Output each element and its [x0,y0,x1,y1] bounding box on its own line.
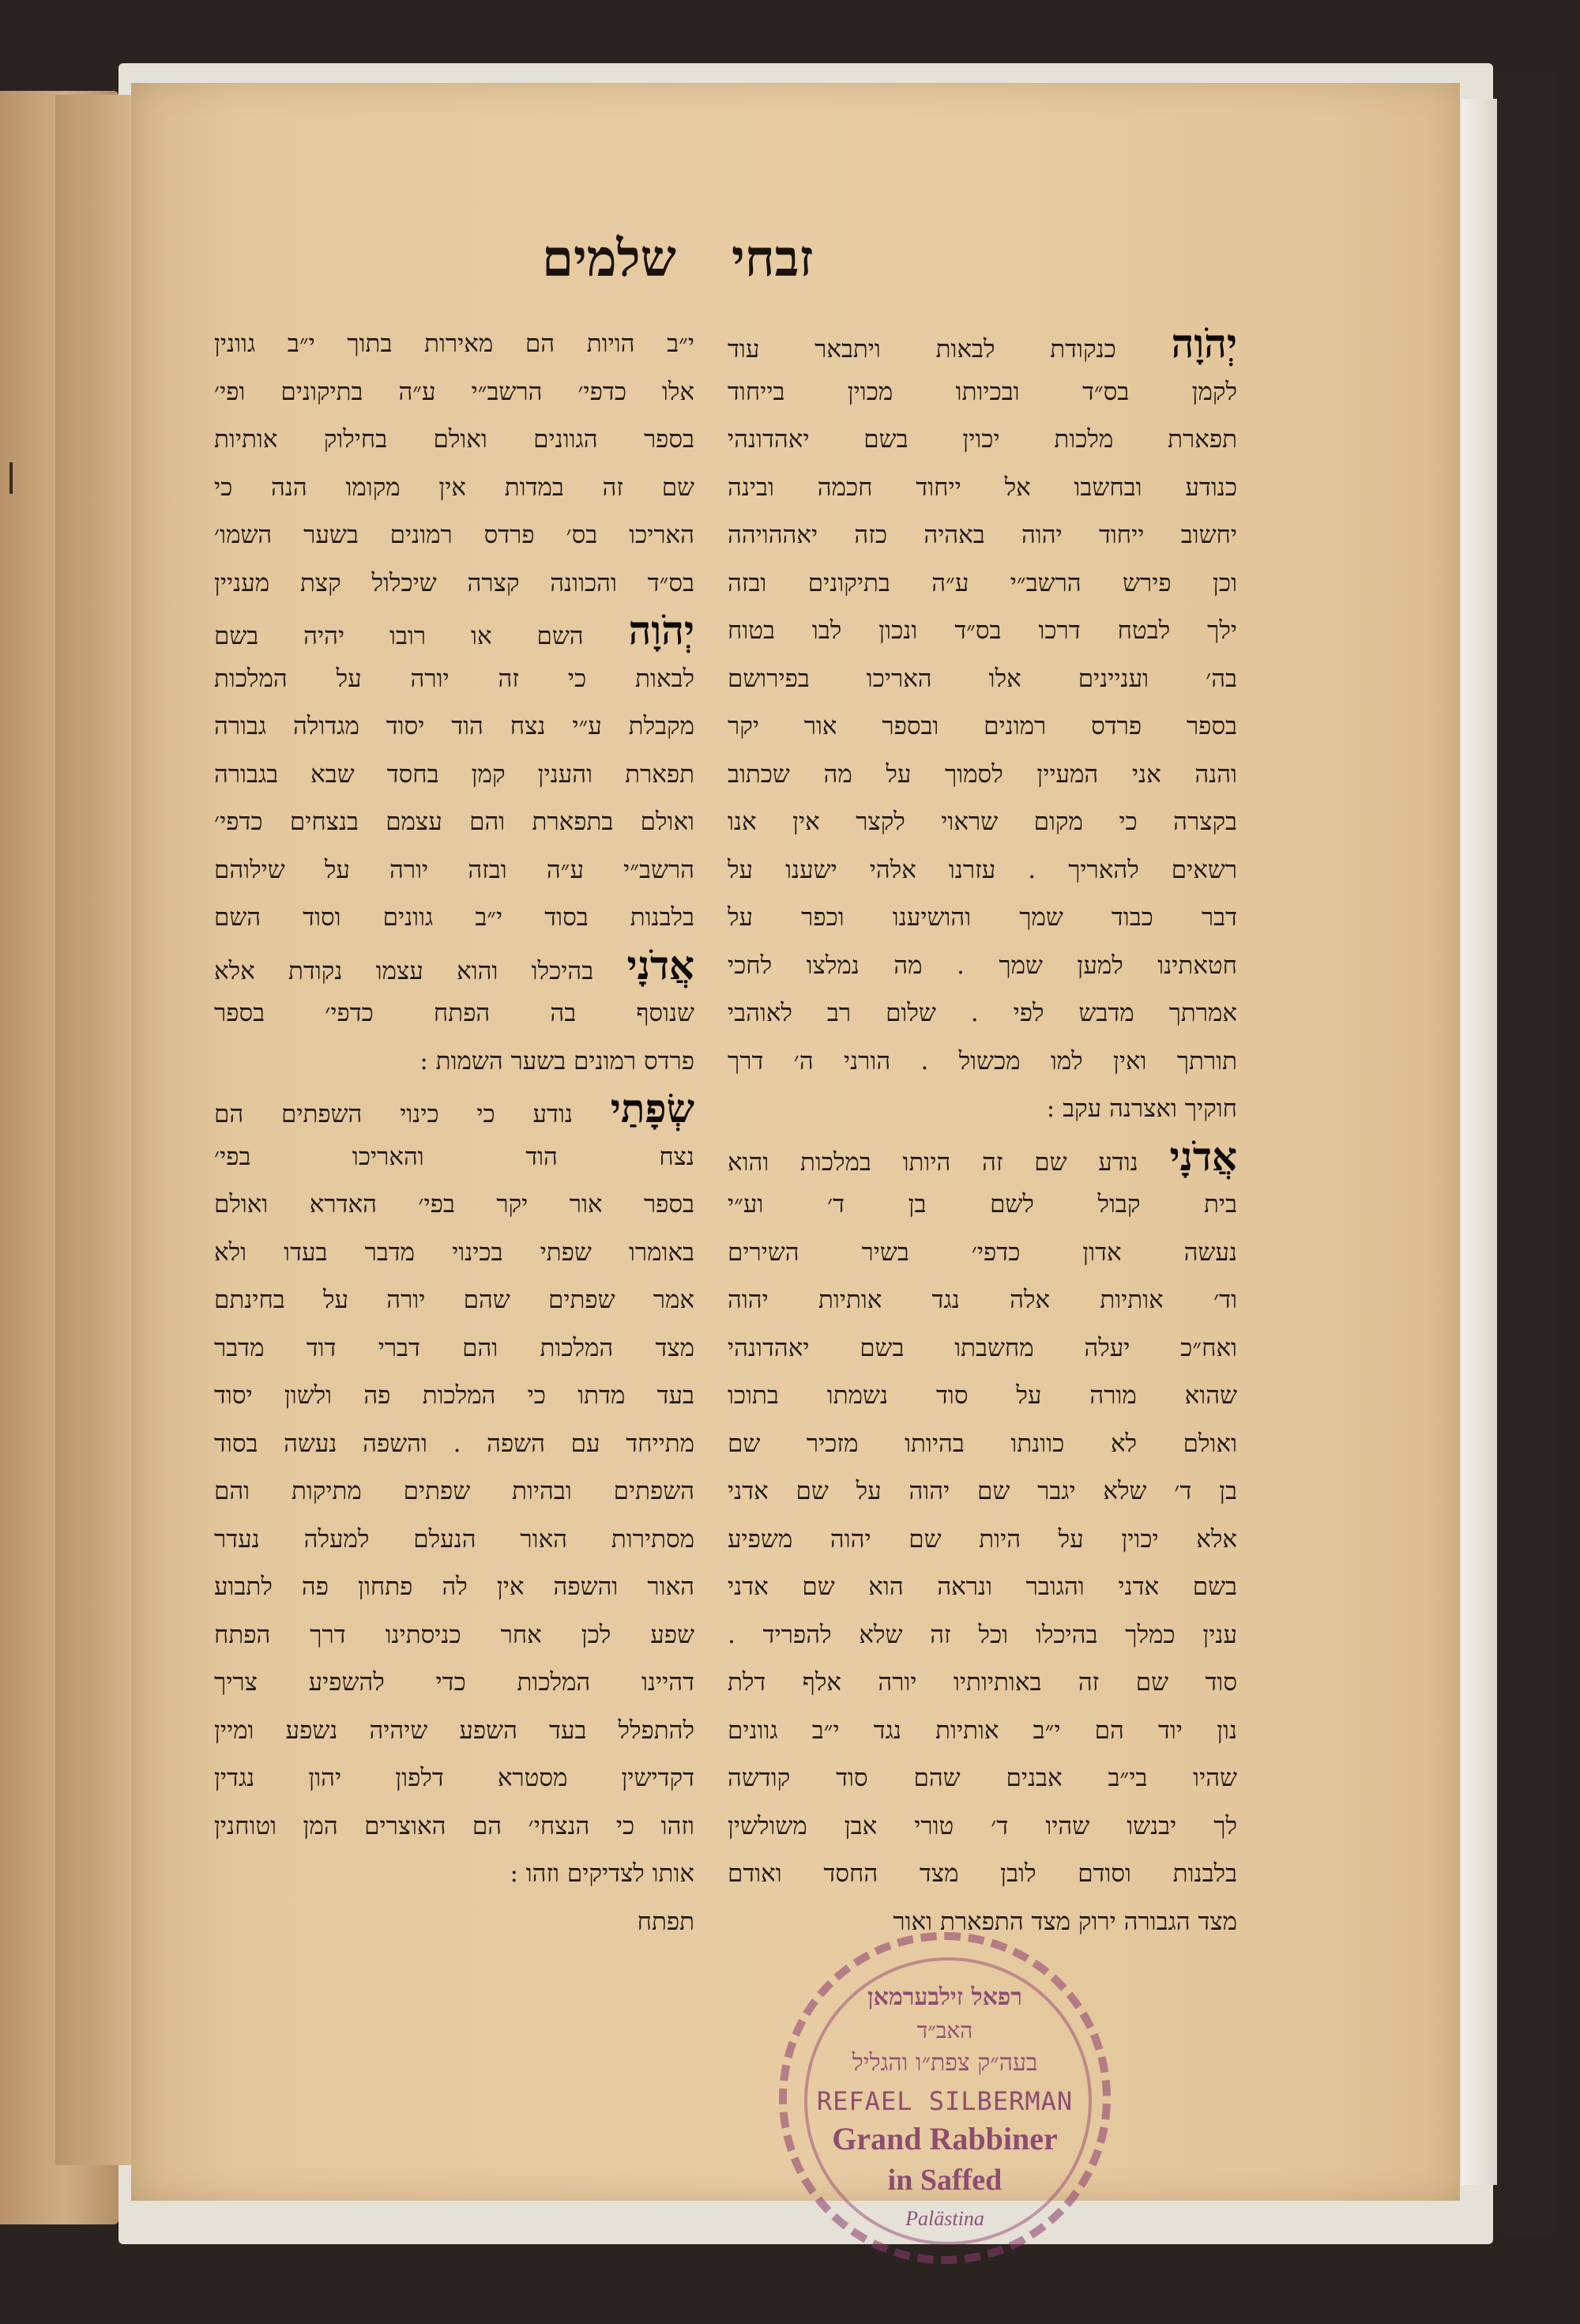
text-line [728,798,1237,846]
line-text: ואולם בתפארת והם עצמם בנצחים כדפי׳ [214,808,694,836]
line-text: חטאתינו למען שמך . מה נמלצו לחכי [728,951,1237,980]
text-line [214,1133,694,1181]
text-line [214,511,694,559]
line-text: סוד שם זה באותיותיו יורה אלף דלת [728,1668,1237,1697]
text-line [728,1563,1237,1611]
text-line [728,1707,1237,1755]
text-line [214,942,694,990]
line-text: בס״ד והכוונה קצרה שיכלול קצת מעניין [214,568,694,597]
stamp-latin-name: REFAEL SILBERMAN [816,2086,1074,2116]
text-line [728,320,1237,368]
stamp-hebrew-city: בעה״ק צפת״ו והגליל [852,2049,1038,2077]
text-line [728,751,1237,799]
text-line [214,1467,694,1516]
line-text: בספר הגוונים ואולם בחילוק אותיות [214,425,694,454]
line-text: כנודע ובחשבו אל ייחוד חכמה ובינה [728,473,1237,502]
text-line [214,989,694,1038]
back-cover-edge [1499,71,1556,2236]
text-line [214,1038,694,1086]
text-line [214,1898,694,1946]
line-text: האור והשפה אין לה פתחון פה לתבוע [214,1573,694,1601]
text-line [728,655,1237,703]
text-line [728,1133,1237,1181]
text-line [728,1659,1237,1707]
line-text: דהיינו המלכות כדי להשפיע צריך [214,1668,694,1697]
lead-word: אֲדֹנָי [626,941,694,989]
text-line [214,1659,694,1707]
text-line [728,702,1237,751]
running-head-right-word: זבחי [732,229,814,288]
line-text: פרדס רמונים בשער השמות : [419,1046,694,1075]
line-text: בהיכלו והוא עצמו נקודת אלא [214,956,594,985]
text-line [214,894,694,942]
rabbinical-stamp [779,1932,1111,2264]
lead-word: יְהֹוָה [628,607,694,654]
stamp-hebrew-title: האב״ד [916,2017,973,2043]
line-text: בלבנות וסודם לובן מצד החסד ואודם [728,1859,1237,1888]
text-line [728,1038,1237,1086]
line-text: בן ד׳ שלא יגבר שם יהוה על שם אדני [728,1477,1237,1505]
text-line [728,1420,1237,1468]
line-text: שנוסף בה הפתח כדפי׳ בספר [214,999,694,1027]
text-line [728,1754,1237,1802]
text-line [214,1181,694,1229]
text-line [728,894,1237,942]
line-text: ואולם לא כוונתו בהיותו מזכיר שם [728,1429,1237,1458]
line-text: בספר אור יקר בפי׳ האדרא ואולם [214,1190,694,1218]
line-text: נודע שם זה היותו במלכות והוא [728,1147,1138,1177]
line-text: הרשב״י ע״ה ובזה יורה על שילוהם [214,855,694,884]
text-line [214,846,694,895]
text-line [214,798,694,846]
text-line [214,1802,694,1851]
text-line [728,942,1237,990]
line-text: יחשוב ייחוד יהוה באהיה כזה יאההויהה [728,521,1237,549]
line-text: השפתים ובהיות שפתים מתיקות והם [214,1477,694,1505]
line-text: נצח הוד והאריכו בפי׳ [214,1142,694,1171]
stamp-latin-title: Grand Rabbiner [832,2121,1058,2156]
text-line [728,1516,1237,1564]
line-text: באומרו שפתי בכינוי מדבר בעדו ולא [214,1237,694,1267]
text-line [728,464,1237,512]
line-text: בה׳ ועניינים אלו האריכו בפירושם [728,664,1237,693]
line-text: מתייחד עם השפה . והשפה נעשה בסוד [214,1429,694,1458]
text-line [728,846,1237,895]
line-text: שהוא מורה על סוד נשמתו בתוכו [728,1381,1237,1410]
text-line [214,1611,694,1659]
line-text: בלבנות בסוד י״ב גוונים וסוד השם [214,903,694,932]
line-text: כנקודת לבאות ויתבאר עוד [728,335,1116,363]
book-page [131,83,1460,2230]
text-line [214,416,694,464]
line-text: בשם אדני והגובר ונראה הוא שם אדני [728,1573,1237,1601]
line-text: מצד הגבורה ירוק מצד התפארת ואור [893,1907,1237,1936]
text-line [728,1467,1237,1516]
line-text: בעד מדתו כי המלכות פה ולשון יסוד [214,1381,694,1410]
text-line [214,1563,694,1611]
text-line [214,1324,694,1373]
text-line [214,320,694,368]
line-text: אלא יכוין על היות שם יהוה משפיע [728,1524,1237,1554]
text-line [214,368,694,416]
book-spine-gutter [55,95,131,2165]
text-line [214,751,694,799]
line-text: לך יבנשו שהיו ד׳ טורי אבן משולשין [728,1811,1237,1840]
line-text: מסתירות האור הנעלם למעלה נעדר [214,1524,694,1554]
line-text: בית קבול לשם בן ד׳ וע״י [728,1190,1237,1218]
line-text: ענין כמלך בהיכלו וכל זה שלא להפריד . [728,1620,1237,1649]
line-text: נעשה אדון כדפי׳ בשיר השירים [728,1237,1237,1267]
line-text: אמר שפתים שהם יורה על בחינתם [214,1286,694,1314]
text-line [214,1229,694,1277]
text-line [728,368,1237,416]
text-line [214,1276,694,1324]
text-line [214,655,694,703]
text-line [728,607,1237,655]
text-line [214,1085,694,1133]
text-column-right [728,320,1237,1945]
line-text: והנה אני המעיין לסמוך על מה שכתוב [728,759,1237,789]
running-head [131,229,1460,316]
line-text: השם או רובו יהיה בשם [214,622,584,650]
line-text: נודע כי כינוי השפתים הם [214,1100,573,1128]
line-text: לבאות כי זה יורה על המלכות [214,664,694,693]
text-line [728,1372,1237,1420]
line-text: מצד המלכות והם דברי דוד מדבר [214,1333,694,1362]
text-column-left [214,320,694,1945]
line-text: ילך לבטח דרכו בס״ד ונכון לבו בטוח [728,616,1237,645]
text-line [214,607,694,655]
line-text: חוקיך ואצרנה עקב : [1046,1094,1237,1123]
line-text: וד׳ אותיות אלה נגד אותיות יהוה [728,1286,1237,1314]
text-line [728,1181,1237,1229]
line-text: וזהו כי הנצחי׳ הם האוצרים המן וטוחנין [214,1811,694,1840]
line-text: שם זה במדות אין מקומו הנה כי [214,473,694,502]
line-text: י״ב הויות הם מאירות בתוך י״ב גוונין [214,330,694,358]
line-text: תפארת והענין קמן בחסד שבא בגבורה [214,759,694,789]
stamp-latin-city: in Saffed [887,2164,1003,2197]
line-text: להתפלל בעד השפע שיהיה נשפע ומיין [214,1716,694,1745]
text-line [728,416,1237,464]
line-text: אלו כדפי׳ הרשב״י ע״ה בתיקונים ופי׳ [214,377,694,406]
line-text: אותו לצדיקים וזהו : [510,1859,694,1888]
text-line [214,1754,694,1802]
text-line [728,989,1237,1038]
lead-word: יְהֹוָה [1171,320,1237,367]
text-line [214,464,694,512]
line-text: מקבלת ע״י נצח הוד יסוד מגדולה גבורה [214,712,694,740]
line-text: דבר כבוד שמך והושיענו וכפר על [728,903,1237,932]
text-line [214,1420,694,1468]
text-line [214,1372,694,1420]
text-line [214,1707,694,1755]
running-head-left-word: שלמים [542,229,676,288]
stamp-hebrew-name: רפאל זילבערמאן [867,1983,1022,2011]
line-text: בקצרה כי מקום שראוי לקצר אין אנו [728,808,1237,836]
line-text: לקמן בס״ד ובכיותו מכוין בייחוד [728,377,1237,406]
line-text: שהיו בי״ב אבנים שהם סוד קודשה [728,1764,1237,1792]
line-text: תפתח [637,1907,694,1936]
line-text: נון יוד הם י״ב אותיות נגד י״ב גוונים [728,1716,1237,1745]
text-line [728,559,1237,608]
text-line [728,511,1237,559]
line-text: שפע לכן אחר כניסתינו דרך הפתח [214,1620,694,1649]
text-line [728,1085,1237,1133]
text-line [728,1611,1237,1659]
line-text: ואח״כ יעלה מחשבתו בשם יאהדונהי [728,1333,1237,1362]
text-line [728,1802,1237,1851]
stamp-latin-country: Palästina [905,2207,984,2230]
line-text: האריכו בס׳ פרדס רמונים בשער השמו׳ [214,521,694,549]
line-text: אמרתך מדבש לפי . שלום רב לאוהבי [728,999,1237,1027]
line-text: בספר פרדס רמונים ובספר אור יקר [728,712,1237,740]
text-line [214,1850,694,1898]
lead-word: אֲדֹנָי [1169,1132,1237,1180]
text-line [728,1229,1237,1277]
lead-word: שְׂפָתַי [610,1085,694,1132]
text-line [728,1850,1237,1898]
line-text: דקדישין מסטרא דלפון יהון נגדין [214,1764,694,1792]
text-line [728,1324,1237,1373]
text-line [214,1516,694,1564]
line-text: תורתך ואין למו מכשול . הורני ה׳ דרך [728,1046,1237,1075]
text-line [214,702,694,751]
text-line [214,559,694,608]
page-block-edge [1462,99,1497,2185]
line-text: וכן פירש הרשב״י ע״ה בתיקונים ובזה [728,568,1237,597]
facing-page-mark [9,462,13,494]
text-line [728,1276,1237,1324]
line-text: רשאים להאריך . עזרנו אלהי ישענו על [728,855,1237,884]
line-text: תפארת מלכות יכוין בשם יאהדונהי [728,425,1237,454]
